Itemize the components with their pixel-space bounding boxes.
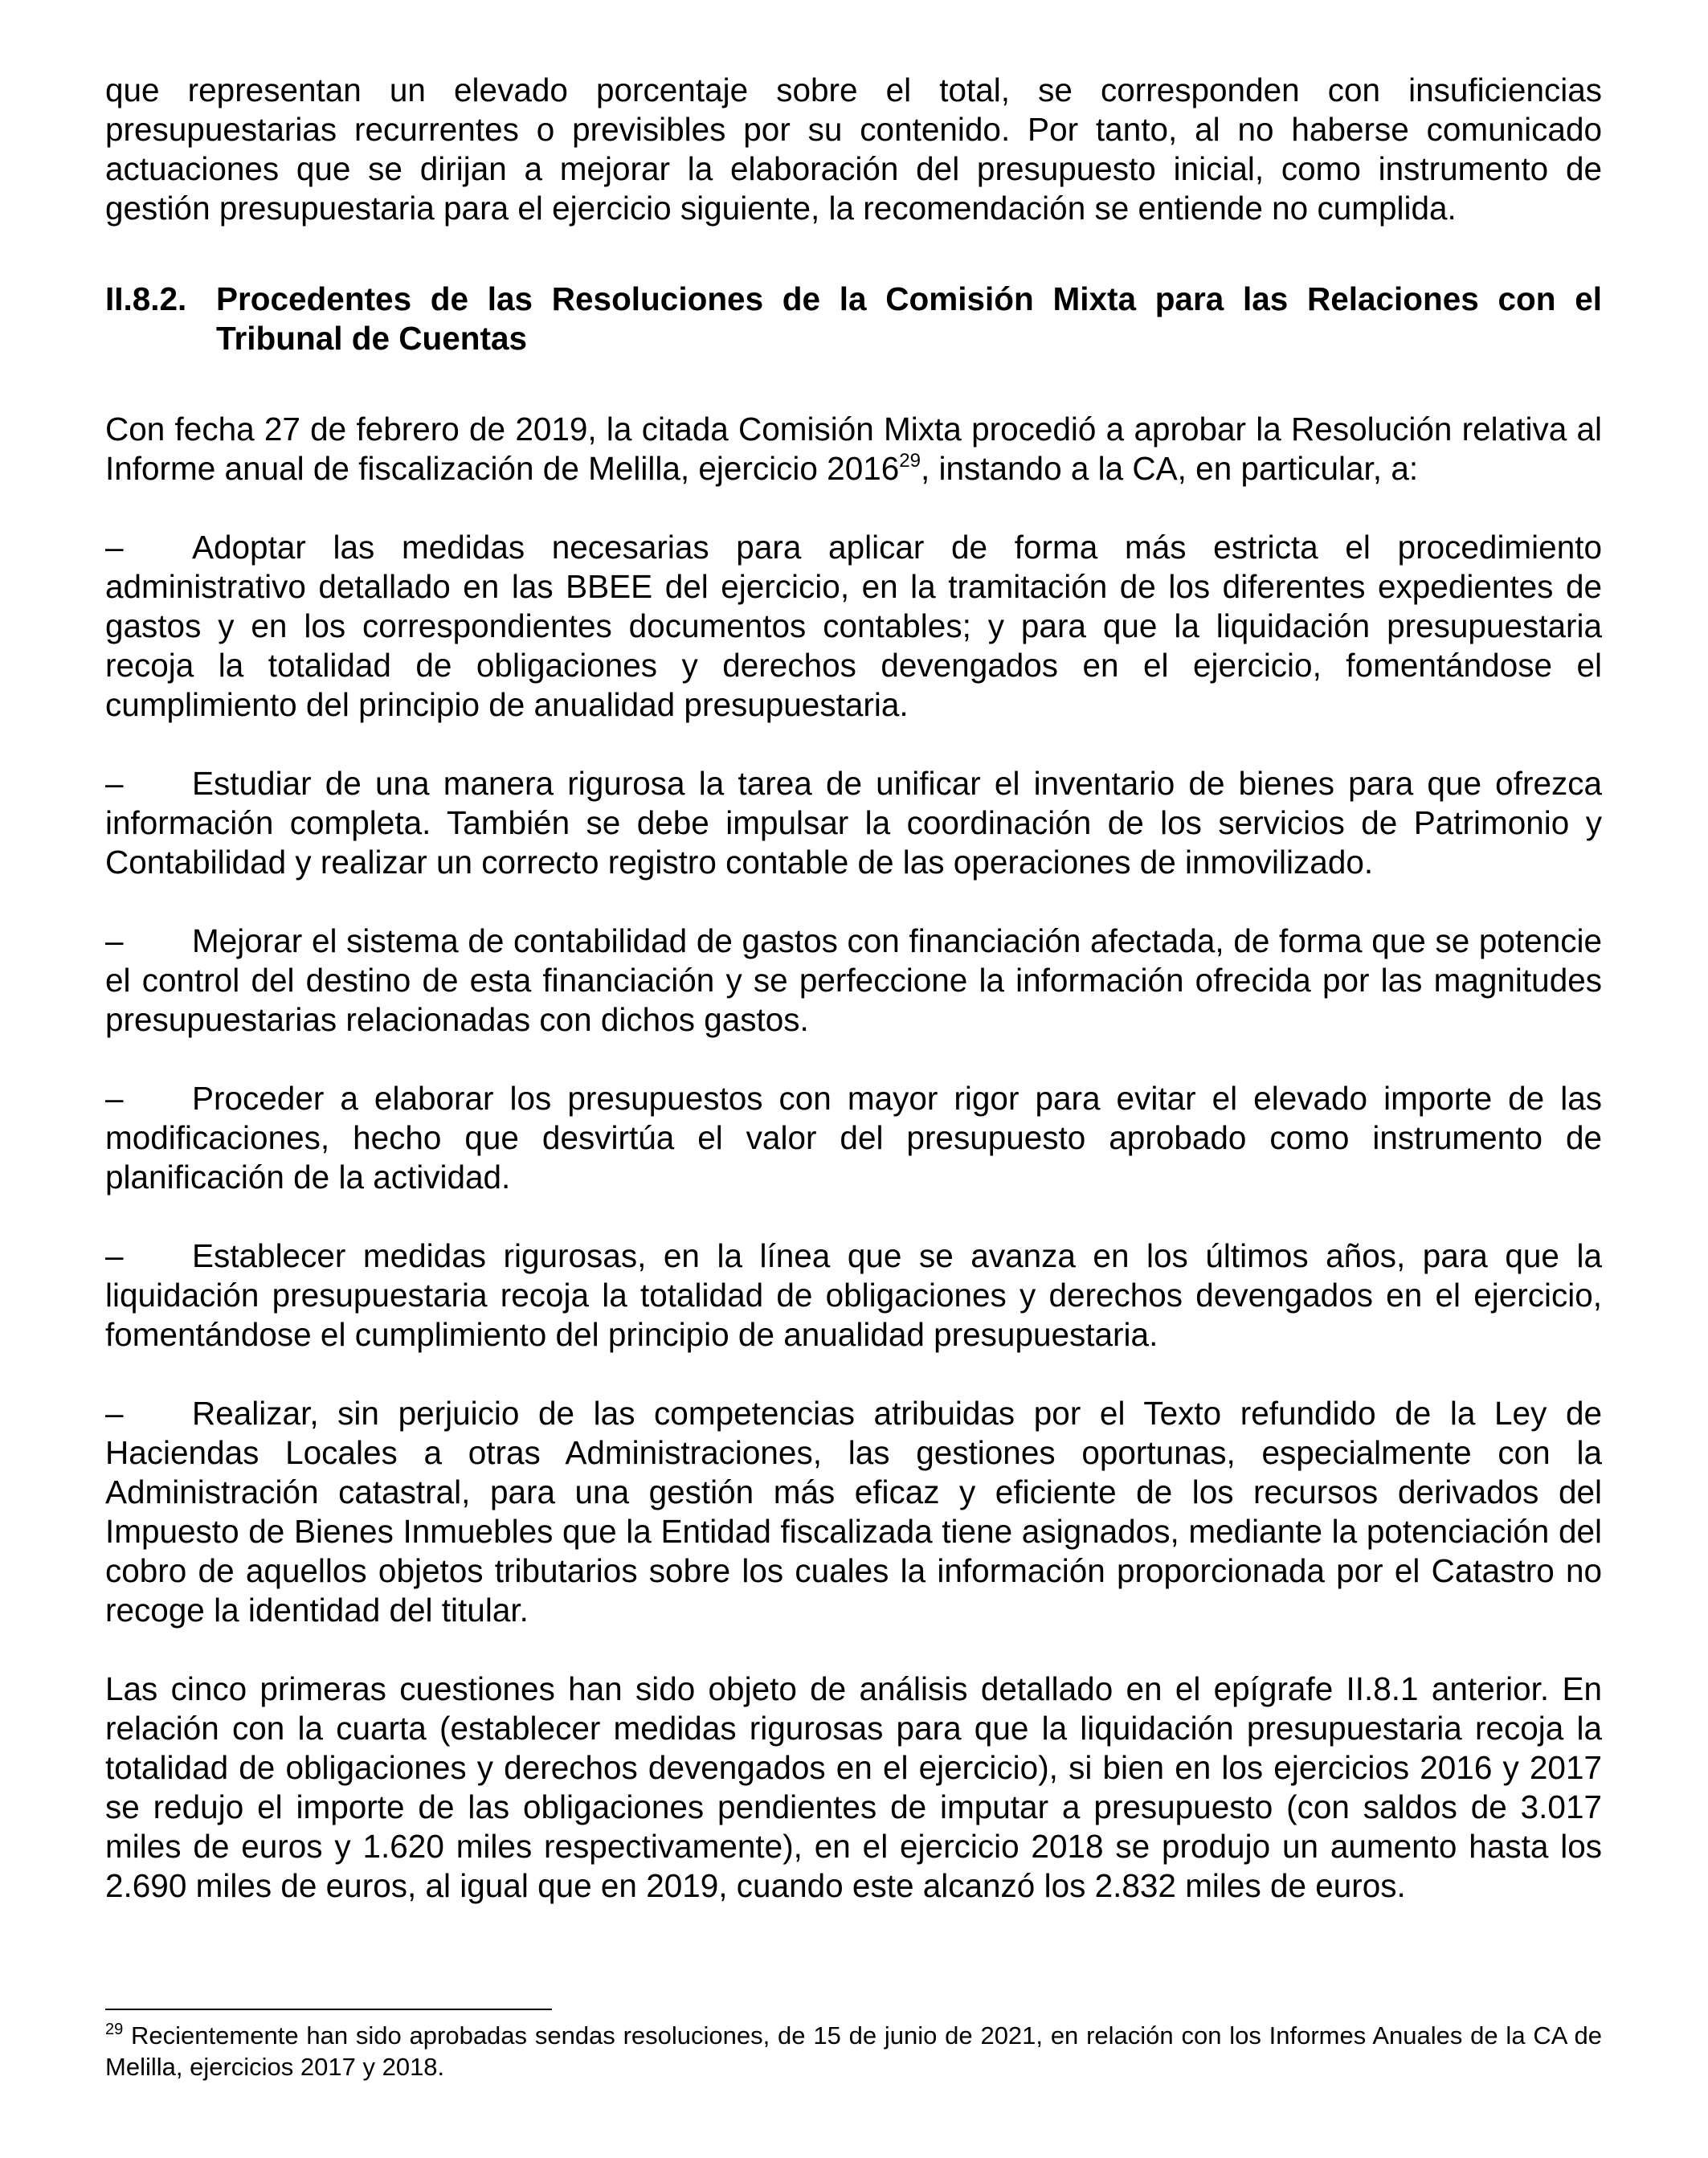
section-number: II.8.2. xyxy=(105,280,187,317)
bullet-item xyxy=(105,1236,1602,1355)
closing-paragraph: Las cinco primeras cuestiones han sido objeto de análisis detallado en el epígrafe II.8.1 anterior. En relación con la cuarta (establecer medidas rigurosas para que la liquidación presupuestaria recoja la totalidad de obligaciones y derechos devengados en el ejercicio), si bien en los ejercicios 2016 y 2017 se redujo el importe de las obligaciones pendientes de imputar a presupuesto (con saldos de 3.017 miles de euros y 1.620 miles respectivamente), en el ejercicio 2018 se produjo un aumento hasta los 2.690 miles de euros, al igual que en 2019, cuando este alcanzó los 2.832 miles de euros. xyxy=(105,1670,1602,1904)
bullet-item xyxy=(105,922,1602,1040)
section-heading xyxy=(105,280,1602,358)
bullet-text: Establecer medidas rigurosas, en la línea que se avanza en los últimos años, para que la liquidación presupuestaria recoja la totalidad de obligaciones y derechos devengados en el ejercicio, fomentándose el cumplimiento del principio de anualidad presupuestaria. xyxy=(105,1237,1602,1353)
bullet-item xyxy=(105,1079,1602,1197)
dash-bullet-icon: – xyxy=(105,922,124,959)
footnote-divider xyxy=(105,2009,552,2010)
dash-bullet-icon: – xyxy=(105,1395,124,1432)
dash-bullet-icon: – xyxy=(105,1080,124,1117)
section-title: Procedentes de las Resoluciones de la Comisión Mixta para las Relaciones con el Tribunal de Cuentas xyxy=(216,280,1602,357)
footnote-reference[interactable]: 29 xyxy=(899,450,921,472)
bullet-item xyxy=(105,528,1602,725)
bullet-item xyxy=(105,1394,1602,1630)
document-body xyxy=(105,71,1602,1906)
footnote-number: 29 xyxy=(105,2021,124,2038)
dash-bullet-icon: – xyxy=(105,765,124,802)
lead-text-before: Con fecha 27 de febrero de 2019, la citada Comisión Mixta procedió a aprobar la Resolución relativa al Informe anual de fiscalización de Melilla, ejercicio 2016 xyxy=(105,411,1602,487)
bullet-text: Mejorar el sistema de contabilidad de gastos con financiación afectada, de forma que se potencie el control del destino de esta financiación y se perfeccione la información ofrecida por las magnitudes presupuestarias relacionadas con dichos gastos. xyxy=(105,922,1602,1038)
dash-bullet-icon: – xyxy=(105,529,124,566)
footnote xyxy=(105,2020,1602,2082)
footnote-text: Recientemente han sido aprobadas sendas resoluciones, de 15 de junio de 2021, en relación con los Informes Anuales de la CA de Melilla, ejercicios 2017 y 2018. xyxy=(105,2021,1602,2081)
bullet-text: Estudiar de una manera rigurosa la tarea de unificar el inventario de bienes para que ofrezca información completa. También se debe impulsar la coordinación de los servicios de Patrimonio y Contabilidad y realizar un correcto registro contable de las operaciones de inmovilizado. xyxy=(105,765,1602,881)
bullet-text: Adoptar las medidas necesarias para aplicar de forma más estricta el procedimiento administrativo detallado en las BBEE del ejercicio, en la tramitación de los diferentes expedientes de gastos y en los correspondientes documentos contables; y para que la liquidación presupuestaria recoja la totalidad de obligaciones y derechos devengados en el ejercicio, fomentándose el cumplimiento del principio de anualidad presupuestaria. xyxy=(105,529,1602,723)
lead-paragraph xyxy=(105,410,1602,488)
intro-paragraph: que representan un elevado porcentaje sobre el total, se corresponden con insuficiencias presupuestarias recurrentes o previsibles por su contenido. Por tanto, al no haberse comunicado actuaciones que se dirijan a mejorar la elaboración del presupuesto inicial, como instrumento de gestión presupuestaria para el ejercicio siguiente, la recomendación se entiende no cumplida. xyxy=(105,72,1602,227)
bullet-item xyxy=(105,764,1602,882)
lead-text-after: , instando a la CA, en particular, a: xyxy=(920,450,1419,487)
dash-bullet-icon: – xyxy=(105,1237,124,1274)
bullet-text: Realizar, sin perjuicio de las competencias atribuidas por el Texto refundido de la Ley de Haciendas Locales a otras Administraciones, las gestiones oportunas, especialmente con la Administración catastral, para una gestión más eficaz y eficiente de los recursos derivados del Impuesto de Bienes Inmuebles que la Entidad fiscalizada tiene asignados, mediante la potenciación del cobro de aquellos objetos tributarios sobre los cuales la información proporcionada por el Catastro no recoge la identidad del titular. xyxy=(105,1395,1602,1629)
bullet-text: Proceder a elaborar los presupuestos con mayor rigor para evitar el elevado importe de las modificaciones, hecho que desvirtúa el valor del presupuesto aprobado como instrumento de planificación de la actividad. xyxy=(105,1080,1602,1195)
